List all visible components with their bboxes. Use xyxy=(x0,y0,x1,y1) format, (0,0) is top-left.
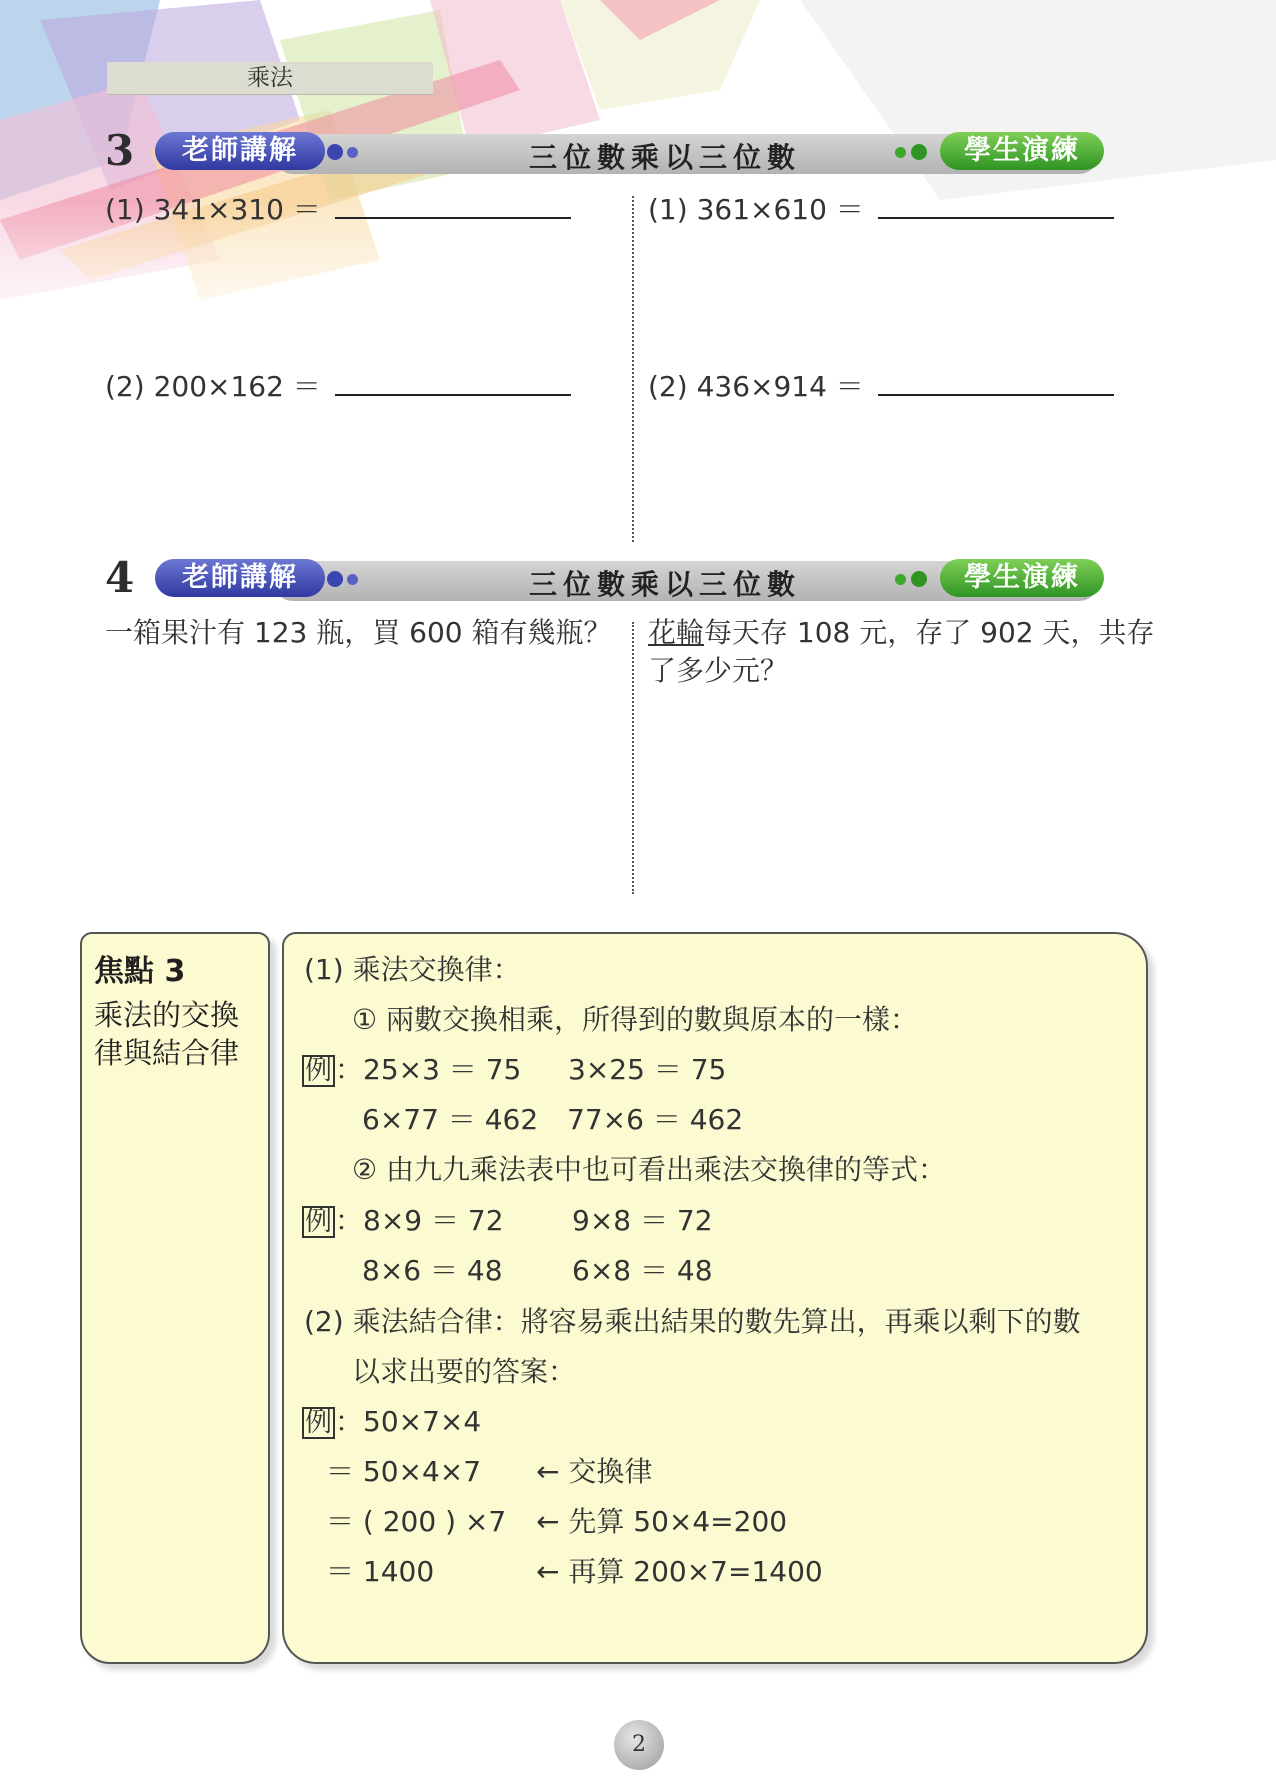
section-title: 三位數乘以三位數 xyxy=(528,141,801,174)
dot-icon xyxy=(347,147,358,158)
example-line: 例 ：25×3 ＝ 75 xyxy=(302,1048,521,1088)
answer-blank[interactable] xyxy=(878,195,1114,219)
calc-step: ＝ ( 200 ) ×7 xyxy=(326,1505,507,1538)
example-label: 例 xyxy=(302,1206,335,1238)
section-3-header xyxy=(105,126,1105,176)
page-number: 2 xyxy=(614,1720,664,1770)
example-line: 3×25 ＝ 75 xyxy=(568,1053,727,1086)
problem-3-left-1: (1) 341×310 ＝ xyxy=(105,188,571,228)
column-divider xyxy=(632,622,634,894)
problem-3-right-2: (2) 436×914 ＝ xyxy=(648,365,1114,405)
example-line: 6×77 ＝ 462 xyxy=(362,1103,539,1136)
focus-heading: 焦點 3 xyxy=(94,954,186,989)
example-line: 例 ：8×9 ＝ 72 xyxy=(302,1199,504,1239)
word-problem-left: 一箱果汁有 123 瓶，買 600 箱有幾瓶？ xyxy=(105,616,612,649)
example-label: 例 xyxy=(302,1055,335,1087)
word-problem-right: 花輪每天存 108 元，存了 902 天，共存 了多少元？ xyxy=(648,616,1155,687)
rule-statement: 以求出要的答案： xyxy=(352,1355,577,1388)
dot-icon xyxy=(347,574,358,585)
section-number: 3 xyxy=(105,126,135,175)
focus-content xyxy=(282,932,1148,1664)
rule-statement: ① 兩數交換相乘，所得到的數與原本的一樣： xyxy=(352,1003,919,1036)
rule-statement: ② 由九九乘法表中也可看出乘法交換律的等式： xyxy=(352,1153,947,1186)
dot-icon xyxy=(911,571,927,587)
problem-3-right-1: (1) 361×610 ＝ xyxy=(648,188,1114,228)
student-practice-badge: 學生演練 xyxy=(940,132,1104,170)
section-title: 三位數乘以三位數 xyxy=(528,568,801,601)
dot-icon xyxy=(895,574,906,585)
teacher-explain-badge: 老師講解 xyxy=(155,132,325,170)
dot-icon xyxy=(327,571,343,587)
answer-blank[interactable] xyxy=(335,372,571,396)
rule-heading: (1) 乘法交換律： xyxy=(304,953,521,986)
calc-note: ← 再算 200×7=1400 xyxy=(536,1555,823,1588)
column-divider xyxy=(632,196,634,542)
section-number: 4 xyxy=(105,553,135,602)
calc-step: ＝ 1400 xyxy=(326,1555,435,1588)
dot-icon xyxy=(895,147,906,158)
calc-note: ← 先算 50×4=200 xyxy=(536,1505,788,1538)
example-line: 8×6 ＝ 48 xyxy=(362,1254,503,1287)
example-line: 9×8 ＝ 72 xyxy=(572,1204,713,1237)
example-line: 例 ：50×7×4 xyxy=(302,1400,481,1440)
answer-blank[interactable] xyxy=(878,372,1114,396)
character-name: 花輪 xyxy=(648,616,705,649)
focus-subtitle: 乘法的交換 律與結合律 xyxy=(94,998,240,1070)
example-line: 6×8 ＝ 48 xyxy=(572,1254,713,1287)
dot-icon xyxy=(911,144,927,160)
calc-note: ← 交換律 xyxy=(536,1455,653,1488)
teacher-explain-badge: 老師講解 xyxy=(155,559,325,597)
student-practice-badge: 學生演練 xyxy=(940,559,1104,597)
answer-blank[interactable] xyxy=(335,195,571,219)
example-line: 77×6 ＝ 462 xyxy=(567,1103,744,1136)
calc-step: ＝ 50×4×7 xyxy=(326,1455,482,1488)
chapter-tab: 乘法 xyxy=(107,62,433,95)
example-label: 例 xyxy=(302,1407,335,1439)
section-4-header xyxy=(105,553,1105,603)
focus-sidebar xyxy=(80,932,270,1664)
dot-icon xyxy=(327,144,343,160)
problem-3-left-2: (2) 200×162 ＝ xyxy=(105,365,571,405)
rule-heading: (2) 乘法結合律：將容易乘出結果的數先算出，再乘以剩下的數 xyxy=(304,1305,1081,1338)
